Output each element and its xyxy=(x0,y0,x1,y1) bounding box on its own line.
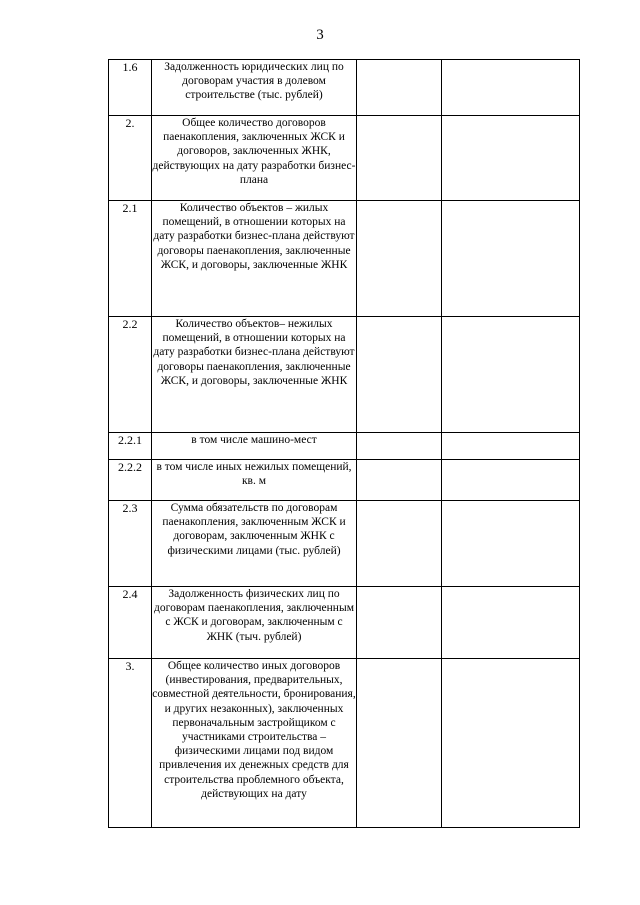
value-cell xyxy=(357,317,442,433)
table-row xyxy=(109,501,580,587)
row-description: Общее количество иных договоров (инвестирования, предварительных, совместной деятельности, бронирования, и других незаконных), заключенных первоначальным застройщиком с участниками строительства – физическими лицами под видом привлечения их денежных средств для строительства проблемного объекта, действующих на дату xyxy=(152,659,357,828)
value-cell xyxy=(357,659,442,828)
row-number: 2.2 xyxy=(109,317,152,433)
value-cell xyxy=(442,116,580,201)
value-cell xyxy=(357,60,442,116)
row-number: 2. xyxy=(109,116,152,201)
row-description: Сумма обязательств по договорам паенакопления, заключенным ЖСК и договорам, заключенным ЖНК с физическими лицами (тыс. рублей) xyxy=(152,501,357,587)
value-cell xyxy=(357,460,442,501)
table-row xyxy=(109,317,580,433)
row-number: 3. xyxy=(109,659,152,828)
row-number: 1.6 xyxy=(109,60,152,116)
value-cell xyxy=(442,201,580,317)
data-table xyxy=(108,59,580,828)
row-number: 2.1 xyxy=(109,201,152,317)
row-description: Общее количество договоров паенакопления, заключенных ЖСК и договоров, заключенных ЖНК, действующих на дату разработки бизнес-плана xyxy=(152,116,357,201)
table-row xyxy=(109,433,580,460)
row-number: 2.2.1 xyxy=(109,433,152,460)
value-cell xyxy=(442,460,580,501)
row-description: в том числе машино-мест xyxy=(152,433,357,460)
row-description: Задолженность физических лиц по договорам паенакопления, заключенным с ЖСК и договорам, заключенным с ЖНК (тыч. рублей) xyxy=(152,587,357,659)
row-number: 2.3 xyxy=(109,501,152,587)
value-cell xyxy=(357,201,442,317)
table-row xyxy=(109,201,580,317)
page-number: 3 xyxy=(316,27,324,43)
value-cell xyxy=(442,433,580,460)
value-cell xyxy=(357,433,442,460)
table-row xyxy=(109,659,580,828)
value-cell xyxy=(357,501,442,587)
table-row xyxy=(109,587,580,659)
value-cell xyxy=(442,659,580,828)
row-description: Задолженность юридических лиц по договорам участия в долевом строительстве (тыс. рублей) xyxy=(152,60,357,116)
table-row xyxy=(109,116,580,201)
value-cell xyxy=(442,317,580,433)
row-number: 2.4 xyxy=(109,587,152,659)
value-cell xyxy=(442,501,580,587)
row-description: в том числе иных нежилых помещений, кв. м xyxy=(152,460,357,501)
table-row xyxy=(109,60,580,116)
row-number: 2.2.2 xyxy=(109,460,152,501)
row-description: Количество объектов– нежилых помещений, в отношении которых на дату разработки бизнес-плана действуют договоры паенакопления, заключенные ЖСК, и договоры, заключенные ЖНК xyxy=(152,317,357,433)
row-description: Количество объектов – жилых помещений, в отношении которых на дату разработки бизнес-плана действуют договоры паенакопления, заключенные ЖСК, и договоры, заключенные ЖНК xyxy=(152,201,357,317)
value-cell xyxy=(442,587,580,659)
value-cell xyxy=(357,587,442,659)
value-cell xyxy=(442,60,580,116)
table-row xyxy=(109,460,580,501)
value-cell xyxy=(357,116,442,201)
